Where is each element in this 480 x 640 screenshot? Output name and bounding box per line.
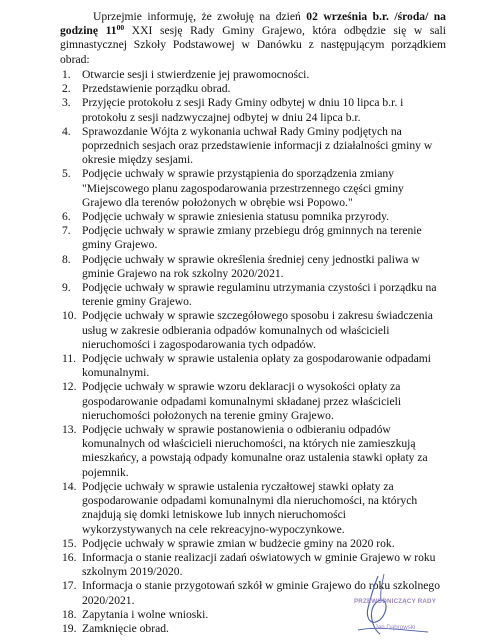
agenda-item-line: nieruchomości położonych na terenie gminy Grajewo. xyxy=(82,408,334,422)
agenda-item xyxy=(62,537,446,551)
agenda-item-line: Informacja o stanie przygotowań szkół w gminie Grajewo do roku szkolnego xyxy=(82,579,441,593)
agenda-item-line: okresie między sesjami. xyxy=(82,153,194,167)
agenda-item-line: Informacja o stanie realizacji zadań oświatowych w gminie Grajewo w roku xyxy=(82,550,436,564)
agenda-item-line: Zapytania i wolne wnioski. xyxy=(82,607,209,621)
session-hour-minutes: 00 xyxy=(116,23,125,33)
agenda-item-line: Podjęcie uchwały w sprawie ustalenia ryczałtowej stawki opłaty za xyxy=(82,479,394,493)
agenda-item xyxy=(62,125,446,168)
agenda-item-number: 11. xyxy=(62,352,77,366)
agenda-item-number: 15. xyxy=(62,536,77,550)
agenda-item-line: Podjęcie uchwały w sprawie wzoru deklaracji o wysokości opłaty za xyxy=(82,380,401,394)
agenda-item-number: 14. xyxy=(62,479,77,493)
agenda-item-number: 12. xyxy=(62,380,77,394)
agenda-item-number: 6. xyxy=(62,210,71,224)
agenda-item-line: gospodarowanie odpadami komunalnymi dla nieruchomości, na których xyxy=(82,494,418,508)
agenda-item xyxy=(62,224,446,252)
intro-paragraph xyxy=(60,10,446,67)
stamp-name: Jan Dąbrowski xyxy=(374,624,416,631)
agenda-item-line: komunalnymi. xyxy=(82,366,150,380)
agenda-item-line: Podjęcie uchwały w sprawie zmiany przebiegu dróg gminnych na terenie xyxy=(82,224,422,238)
intro-rest: XXI sesję Rady Gminy Grajewo, która odbędzie się w sali gimnastycznej Szkoły Podstawowej w Danówku z następującym porządkiem obrad: xyxy=(60,24,446,66)
agenda-item-line: 2020/2021. xyxy=(82,593,135,607)
agenda-item-line: Otwarcie sesji i stwierdzenie jej prawomocności. xyxy=(82,68,310,81)
agenda-item-number: 8. xyxy=(62,252,71,266)
chairman-stamp xyxy=(330,594,460,638)
agenda-item-line: gospodarowanie odpadami komunalnymi składanej przez właścicieli xyxy=(82,394,402,408)
agenda-item-number: 2. xyxy=(62,82,71,96)
agenda-item-line: Podjęcie uchwały w sprawie określenia średniej ceny jednostki paliwa w xyxy=(82,252,420,266)
agenda-item-line: wykorzystywanych na cele rekreacyjno-wypoczynkowe. xyxy=(82,522,345,536)
agenda-item-line: poprzednich sesjach oraz przedstawienie informacji z działalności gminy w xyxy=(82,139,433,153)
agenda-item xyxy=(62,309,446,352)
agenda-item-line: Sprawozdanie Wójta z wykonania uchwał Rady Gminy podjętych na xyxy=(82,124,402,138)
agenda-item-line: "Miejscowego planu zagospodarowania przestrzennego części gminy xyxy=(82,181,404,195)
agenda-item-line: Przedstawienie porządku obrad. xyxy=(82,82,231,96)
agenda-item-line: Podjęcie uchwały w sprawie przystąpienia do sporządzenia zmiany xyxy=(82,167,394,181)
agenda-item-line: nieruchomości i zagospodarowania tych odpadów. xyxy=(82,337,316,351)
agenda-item-line: znajdują się domki letniskowe lub innych nieruchomości xyxy=(82,508,347,522)
agenda-item-number: 9. xyxy=(62,281,71,295)
agenda-item-number: 4. xyxy=(62,124,71,138)
agenda-item xyxy=(62,82,446,96)
agenda-item-number: 1. xyxy=(62,68,71,81)
agenda-item-number: 19. xyxy=(62,621,77,635)
agenda-item-line: Podjęcie uchwały w sprawie ustalenia opłaty za gospodarowanie odpadami xyxy=(82,352,431,366)
session-date: 02 września b.r. /środa/ na godzinę $11^{00}$ xyxy=(60,10,446,38)
agenda-item-line: Podjęcie uchwały w sprawie postanowienia o odbieraniu odpadów xyxy=(82,423,391,437)
agenda-item-line: terenie gminy Grajewo. xyxy=(82,295,192,309)
agenda-item-number: 3. xyxy=(62,96,71,110)
stamp-title: PRZEWODNICZĄCY RADY xyxy=(353,598,437,605)
agenda-item xyxy=(62,480,446,537)
agenda-item-line: Grajewo dla terenów położonych w obrębie wsi Popowo." xyxy=(82,195,353,209)
agenda-item xyxy=(62,352,446,380)
agenda-item-number: 5. xyxy=(62,167,71,181)
agenda-item-number: 7. xyxy=(62,224,71,238)
agenda-item-line: pojemnik. xyxy=(82,465,129,479)
agenda-item xyxy=(62,281,446,309)
agenda-item-number: 17. xyxy=(62,579,77,593)
agenda-item xyxy=(62,96,446,124)
agenda-item-line: protokołu z sesji nadzwyczajnej odbytej w dniu 24 lipca b.r. xyxy=(82,110,361,124)
agenda-item-number: 16. xyxy=(62,550,77,564)
agenda-item-line: Podjęcie uchwały w sprawie zniesienia statusu pomnika przyrody. xyxy=(82,210,390,224)
agenda-item xyxy=(62,423,446,480)
agenda-item-line: Podjęcie uchwały w sprawie zmian w budżecie gminy na 2020 rok. xyxy=(82,536,395,550)
intro-lead: Uprzejmie informuję, że zwołuję na dzień xyxy=(93,10,301,23)
intro-text xyxy=(60,10,446,67)
agenda-item-line: komunalnych od właścicieli nieruchomości, na których nie zamieszkują xyxy=(82,437,416,451)
agenda-item xyxy=(62,210,446,224)
agenda-item-number: 18. xyxy=(62,607,77,621)
agenda-list xyxy=(62,68,446,636)
agenda-item-number: 10. xyxy=(62,309,77,323)
agenda-item-line: Podjęcie uchwały w sprawie regulaminu utrzymania czystości i porządku na xyxy=(82,281,437,295)
agenda-item xyxy=(62,68,446,82)
agenda-item-line: Przyjęcie protokołu z sesji Rady Gminy odbytej w dniu 10 lipca b.r. i xyxy=(82,96,404,110)
agenda-item-line: Podjęcie uchwały w sprawie szczegółowego sposobu i zakresu świadczenia xyxy=(82,309,433,323)
agenda-item-line: usług w zakresie odbierania odpadów komunalnych od właścicieli xyxy=(82,323,390,337)
agenda-item-line: szkolnym 2019/2020. xyxy=(82,565,183,579)
agenda-item-number: 13. xyxy=(62,423,77,437)
agenda-item-line: mieszkańcy, a powstają odpady komunalne oraz ustalenia stawki opłaty za xyxy=(82,451,428,465)
agenda-item xyxy=(62,380,446,423)
agenda-item-line: gminie Grajewo na rok szkolny 2020/2021. xyxy=(82,266,284,280)
agenda-item xyxy=(62,167,446,210)
agenda-item xyxy=(62,253,446,281)
agenda-item-line: gminy Grajewo. xyxy=(82,238,158,252)
agenda-item-line: Zamknięcie obrad. xyxy=(82,621,169,635)
